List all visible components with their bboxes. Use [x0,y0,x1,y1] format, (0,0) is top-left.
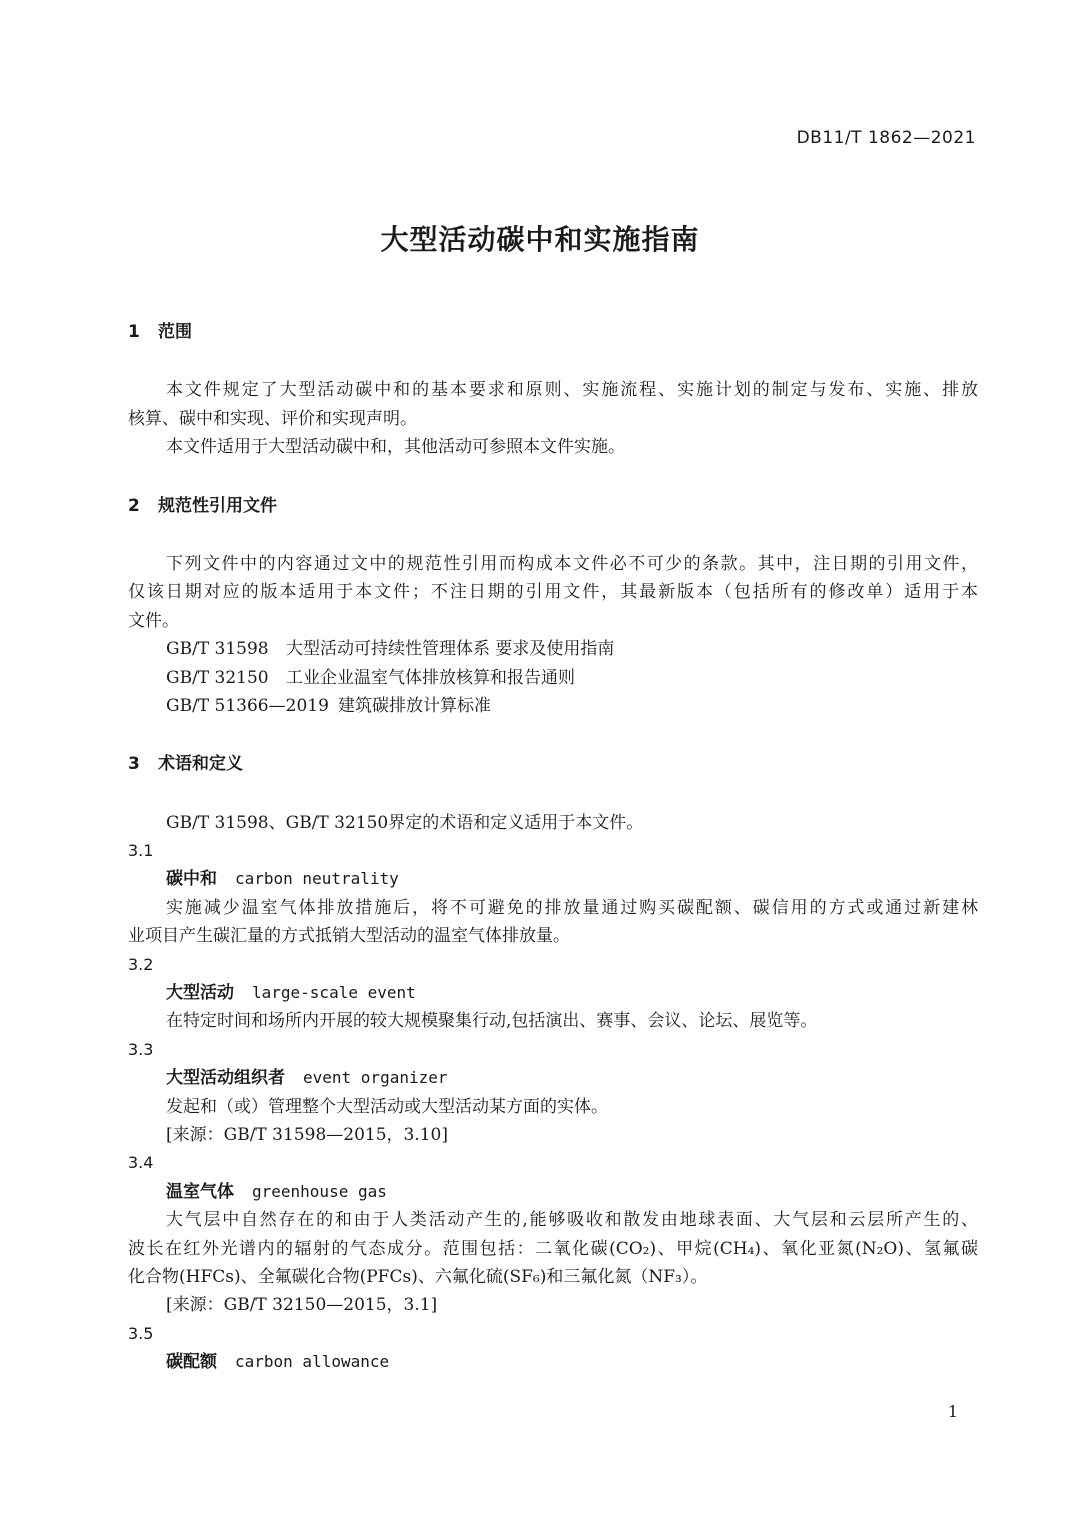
paragraph-line: 本文件适用于大型活动碳中和，其他活动可参照本文件实施。 [166,437,625,458]
term-number: 3.4 [128,1153,154,1173]
term-en: greenhouse gas [252,1181,387,1201]
paragraph-line: 下列文件中的内容通过文中的规范性引用而构成本文件必不可少的条款。其中，注日期的引用文件， [166,553,978,574]
section-heading-terms [128,750,978,778]
term-source: [来源：GB/T 31598—2015，3.10] [166,1124,449,1145]
definition-line: 大气层中自然存在的和由于人类活动产生的,能够吸收和散发由地球表面、大气层和云层所产生的、 [166,1210,978,1231]
term-zh: 碳中和 [166,869,217,890]
paragraph-line: GB/T 31598、GB/T 32150界定的术语和定义适用于本文件。 [166,812,644,833]
reference-item [128,664,978,692]
document-body [128,318,978,1377]
section-heading-scope [128,318,978,346]
term-entry [128,1178,978,1206]
reference-code: GB/T 51366—2019 [166,695,329,716]
definition-line: 波长在红外光谱内的辐射的气态成分。范围包括：二氧化碳(CO₂)、甲烷(CH₄)、氧化亚氮(N₂O)、氢氟碳 [128,1238,978,1259]
page-number: 1 [947,1402,958,1421]
definition-line: 业项目产生碳汇量的方式抵销大型活动的温室气体排放量。 [128,926,570,947]
definition-line: 在特定时间和场所内开展的较大规模聚集行动,包括演出、赛事、会议、论坛、展览等。 [166,1011,818,1032]
paragraph-line: 本文件规定了大型活动碳中和的基本要求和原则、实施流程、实施计划的制定与发布、实施、排放 [166,380,978,401]
document-title: 大型活动碳中和实施指南 [380,223,700,256]
section-heading-normative-references [128,492,978,520]
reference-title: 建筑碳排放计算标准 [338,695,491,716]
paragraph-line: 核算、碳中和实现、评价和实现声明。 [128,408,417,429]
term-number: 3.2 [128,954,154,974]
term-en: event organizer [303,1068,448,1088]
section-number: 2 [128,495,140,516]
standard-code: DB11/T 1862—2021 [796,128,976,148]
definition-line: 发起和（或）管理整个大型活动或大型活动某方面的实体。 [166,1096,608,1117]
reference-code: GB/T 31598 [166,639,269,660]
reference-title: 大型活动可持续性管理体系 要求及使用指南 [286,639,615,660]
section-title: 规范性引用文件 [158,495,277,516]
reference-item [128,692,978,720]
term-number: 3.1 [128,841,154,861]
term-zh: 大型活动 [166,983,234,1004]
section-title: 术语和定义 [158,754,243,775]
paragraph-line: 文件。 [128,610,179,631]
section-number: 3 [128,754,140,775]
term-entry [128,979,978,1007]
term-source: [来源：GB/T 32150—2015，3.1] [166,1295,438,1316]
reference-code: GB/T 32150 [166,667,269,688]
section-title: 范围 [158,322,192,342]
term-entry [128,865,978,893]
term-entry [128,1064,978,1092]
section-number: 1 [128,322,140,342]
paragraph-line: 仅该日期对应的版本适用于本文件；不注日期的引用文件，其最新版本（包括所有的修改单）适用于本 [128,582,978,603]
reference-title: 工业企业温室气体排放核算和报告通则 [286,667,575,688]
definition-line: 化合物(HFCs)、全氟碳化合物(PFCs)、六氟化硫(SF₆)和三氟化氮（NF₃）。 [128,1266,708,1287]
term-en: carbon allowance [235,1352,390,1372]
term-number: 3.3 [128,1039,154,1059]
reference-item [128,635,978,663]
term-number: 3.5 [128,1323,154,1343]
term-en: large-scale event [252,983,416,1003]
term-entry [128,1348,978,1376]
term-zh: 温室气体 [166,1181,234,1202]
term-zh: 碳配额 [166,1352,217,1373]
term-zh: 大型活动组织者 [166,1068,285,1089]
term-en: carbon neutrality [235,869,399,889]
definition-line: 实施减少温室气体排放措施后，将不可避免的排放量通过购买碳配额、碳信用的方式或通过新建林 [166,897,978,918]
